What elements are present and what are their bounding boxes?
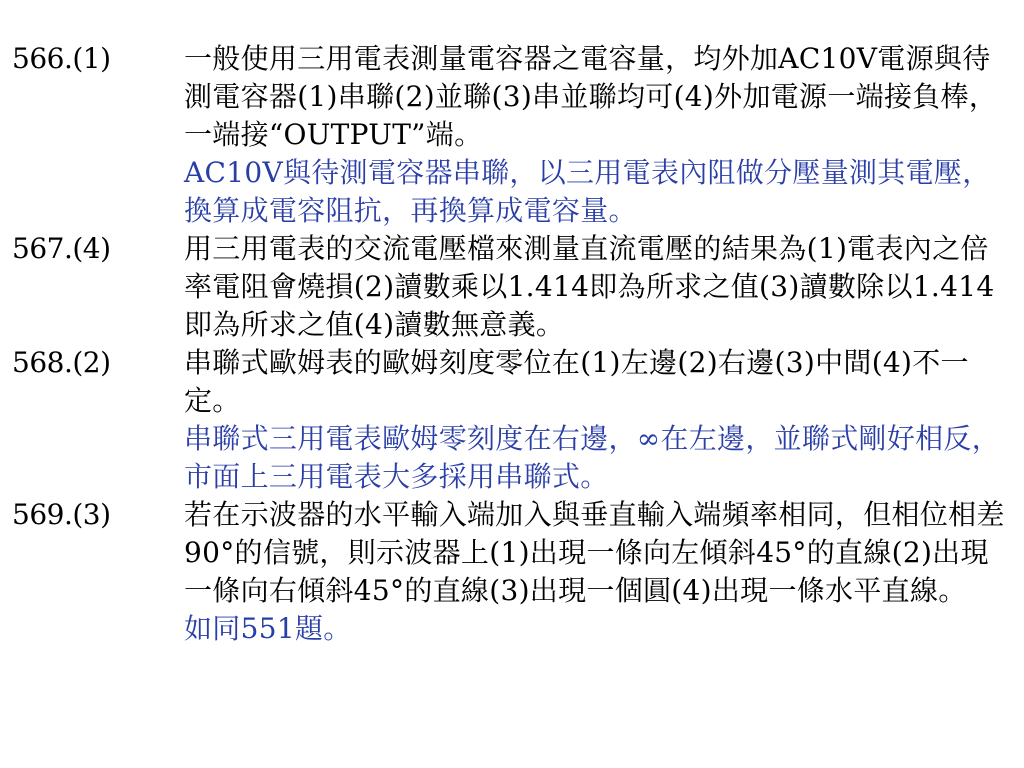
question-text: 串聯式歐姆表的歐姆刻度零位在(1)左邊(2)右邊(3)中間(4)不一定。 <box>184 346 969 417</box>
question-text: 若在示波器的水平輸入端加入與垂直輸入端頻率相同，但相位相差90°的信號，則示波器上(1)出現一條向左傾斜45°的直線(2)出現一條向右傾斜45°的直線(3)出現一個圓(4)出現一條水平直線。 <box>184 498 1005 607</box>
question-text: 一般使用三用電表測量電容器之電容量，均外加AC10V電源與待測電容器(1)串聯(2)並聯(3)串並聯均可(4)外加電源一端接負棒，一端接“OUTPUT”端。 <box>184 42 998 151</box>
question-569 <box>12 496 1006 648</box>
question-text: 用三用電表的交流電壓檔來測量直流電壓的結果為(1)電表內之倍率電阻會燒損(2)讀數乘以1.414即為所求之值(3)讀數除以1.414即為所求之值(4)讀數無意義。 <box>184 232 995 341</box>
question-body <box>184 230 1006 344</box>
question-explanation: 如同551題。 <box>184 612 352 645</box>
question-number: 569.(3) <box>12 498 111 531</box>
question-explanation: AC10V與待測電容器串聯，以三用電表內阻做分壓量測其電壓，換算成電容阻抗，再換算成電容量。 <box>184 156 991 227</box>
question-number: 566.(1) <box>12 42 111 75</box>
question-number: 567.(4) <box>12 232 111 265</box>
question-body <box>184 344 1006 496</box>
question-explanation: 串聯式三用電表歐姆零刻度在右邊，∞在左邊，並聯式剛好相反，市面上三用電表大多採用串聯式。 <box>184 422 1001 493</box>
question-body <box>184 40 1006 230</box>
question-567 <box>12 230 1006 344</box>
question-566 <box>12 40 1006 230</box>
question-568 <box>12 344 1006 496</box>
question-number: 568.(2) <box>12 346 111 379</box>
question-body <box>184 496 1006 648</box>
